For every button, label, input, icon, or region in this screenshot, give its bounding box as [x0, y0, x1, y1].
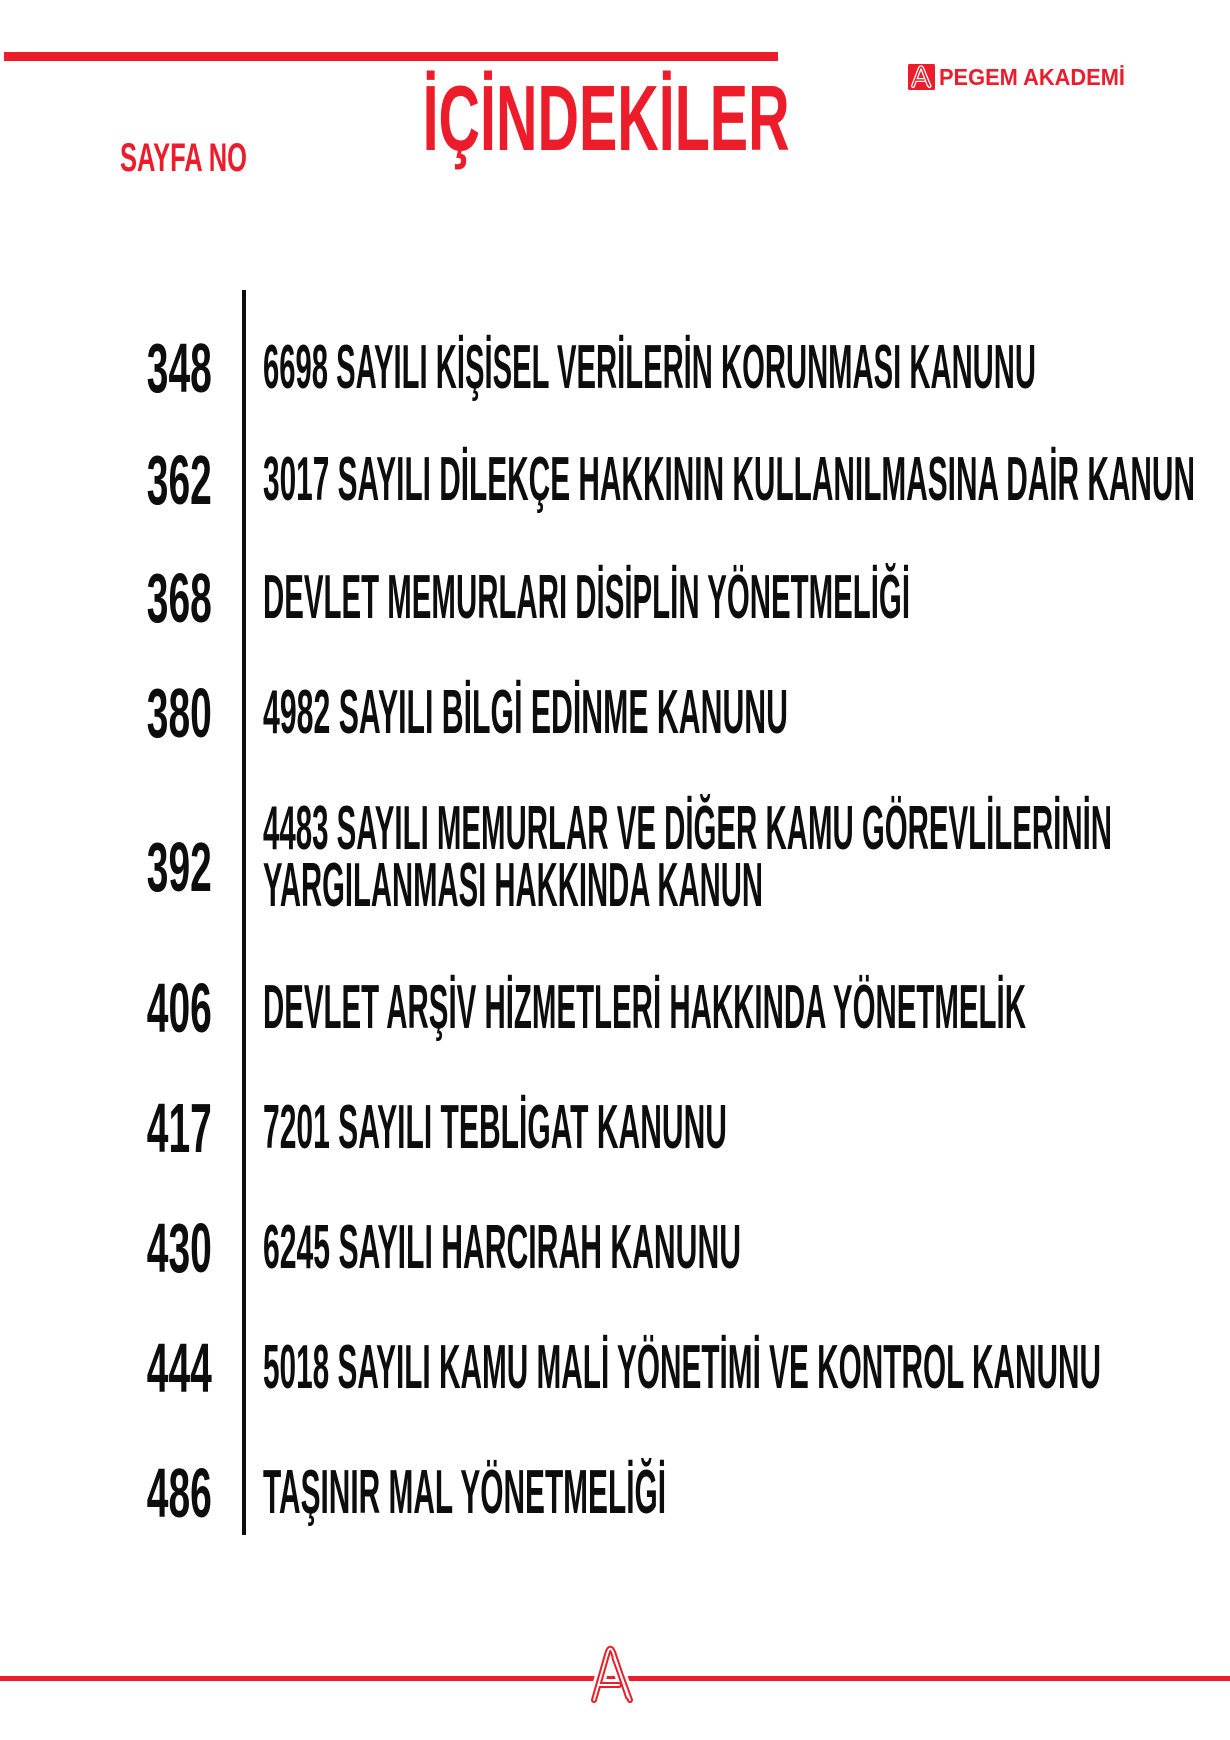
toc-entry-title: 3017 SAYILI DİLEKÇE HAKKININ KULLANILMASINA DAİR KANUN — [263, 445, 1195, 514]
toc-entry-title: 6698 SAYILI KİŞİSEL VERİLERİN KORUNMASI KANUNU — [263, 333, 1036, 402]
toc-page-number: 406 — [147, 969, 212, 1047]
toc-page-number: 380 — [147, 674, 212, 752]
toc-entry-title: 7201 SAYILI TEBLİGAT KANUNU — [263, 1093, 727, 1162]
toc-entry-title: 4982 SAYILI BİLGİ EDİNME KANUNU — [263, 678, 788, 747]
toc-page-number: 430 — [147, 1209, 212, 1287]
toc-entry-title: DEVLET MEMURLARI DİSİPLİN YÖNETMELİĞİ — [263, 563, 910, 632]
toc-page-number: 392 — [147, 828, 212, 906]
toc-page-number: 368 — [147, 559, 212, 637]
toc-entry-title: 4483 SAYILI MEMURLAR VE DİĞER KAMU GÖREVLİLERİNİN YARGILANMASI HAKKINDA KANUN — [263, 794, 1112, 920]
toc-entry-title: TAŞINIR MAL YÖNETMELİĞİ — [263, 1458, 666, 1527]
page-title-text: İÇİNDEKİLER — [422, 66, 790, 170]
toc-page-number: 362 — [147, 441, 212, 519]
header-rule — [4, 52, 778, 61]
brand-name: PEGEM AKADEMİ — [939, 64, 1125, 90]
toc-page-number: 417 — [147, 1089, 212, 1167]
toc-entry-title: DEVLET ARŞİV HİZMETLERİ HAKKINDA YÖNETMELİK — [263, 973, 1026, 1042]
pegem-a-icon — [586, 1642, 636, 1704]
toc-entry-title: 6245 SAYILI HARCIRAH KANUNU — [263, 1213, 741, 1282]
page-no-column-label — [120, 136, 319, 180]
toc-page-number: 486 — [147, 1454, 212, 1532]
toc-entry-title: 5018 SAYILI KAMU MALİ YÖNETİMİ VE KONTROL KANUNU — [263, 1333, 1101, 1402]
toc-divider-line — [242, 290, 246, 1535]
page-no-column-label-text: SAYFA NO — [120, 136, 247, 180]
toc-page-number: 348 — [147, 329, 212, 407]
toc-page-number: 444 — [147, 1329, 212, 1407]
